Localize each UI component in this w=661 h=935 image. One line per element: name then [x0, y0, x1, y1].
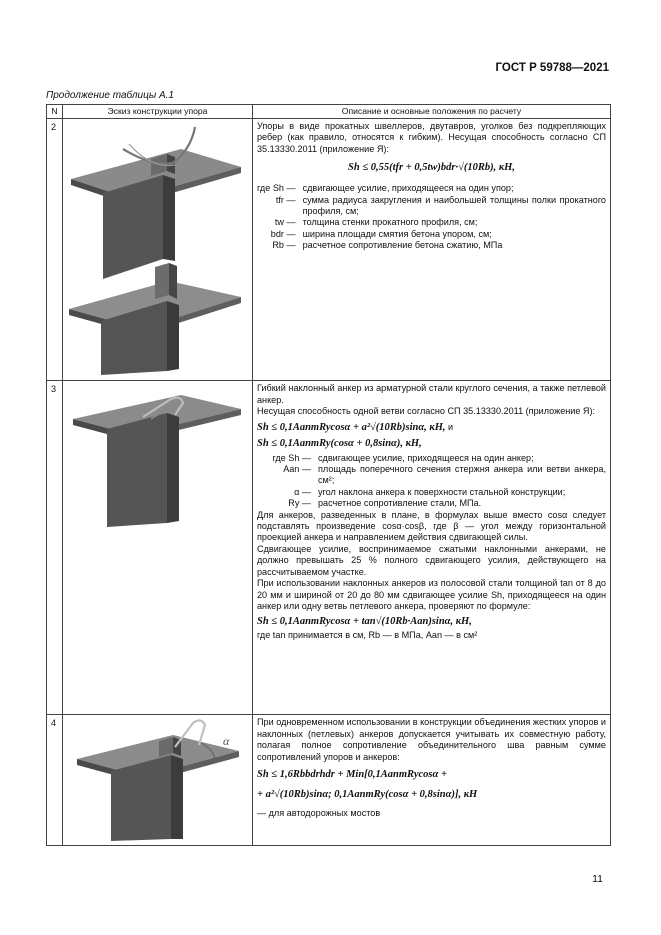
row4-p1: При одновременном использовании в конструкции объединения жестких упоров и наклонных (петлевых) анкеров допускается учитывать их совместную работу, полагая полное сопротивление объединительного шва равным сумме сопротивлений упоров и анкеров:	[257, 717, 606, 762]
description-cell	[253, 381, 611, 715]
row3-p4: Сдвигающее усилие, воспринимаемое сжатыми наклонными анкерами, не должно превышать 25 % полного сдвигающего усилия, действующего на рассчитываемом участке.	[257, 543, 606, 577]
definition-text: сдвигающее усилие, приходящееся на один упор;	[302, 183, 514, 194]
row-number: 2	[47, 119, 63, 381]
row3-formula-1-line	[257, 421, 606, 435]
row2-intro: Упоры в виде прокатных швеллеров, двутавров, уголков без подкрепляющих ребер (как правило, относятся к гибким). Несущая способность согласно СП 35.13330.2011 (приложение Я):	[257, 121, 606, 154]
row3-p5: При использовании наклонных анкеров из полосовой стали толщиной tan от 8 до 20 мм и шириной от 20 до 80 мм сдвигающее усилие Sh, приходящееся на один анкер или одну ветвь петлевого анкера, проверяют по формуле:	[257, 578, 606, 611]
definition-text: расчетное сопротивление стали, МПа.	[318, 498, 482, 509]
row2-definitions	[257, 183, 606, 251]
table-header-row	[47, 105, 611, 119]
list-item	[257, 183, 606, 194]
definition-text: сдвигающее усилие, приходящееся на один анкер;	[318, 452, 534, 463]
defs-lead: где	[257, 183, 271, 194]
list-item	[263, 464, 606, 487]
row4-formula-1: Sh ≤ 1,6Rbbdrhdr + Min[0,1AanmRycosα +	[257, 769, 447, 781]
list-item	[263, 498, 606, 509]
definition-symbol: где Sh —	[272, 452, 311, 463]
definition-text: угол наклона анкера к поверхности стальной конструкции;	[318, 486, 566, 497]
definition-symbol: α —	[294, 486, 311, 497]
row3-p1: Гибкий наклонный анкер из арматурной стали круглого сечения, а также петлевой анкер.	[257, 383, 606, 405]
sketch-cell	[63, 381, 253, 715]
col-header-description: Описание и основные положения по расчету	[253, 105, 611, 119]
table-row	[47, 381, 611, 715]
row-number: 4	[47, 715, 63, 845]
col-header-sketch: Эскиз конструкции упора	[63, 105, 253, 119]
row4-formula-2: + a²√(10Rb)sinα; 0,1AanmRy(cosα + 0,8sinα)], кН	[257, 789, 478, 801]
row3-p2: Несущая способность одной ветви согласно СП 35.13330.2011 (приложение Я):	[257, 406, 596, 417]
row3-formula-2: Sh ≤ 0,1AanmRy(cosα + 0,8sinα), кН,	[257, 437, 422, 449]
col-header-n: N	[47, 105, 63, 119]
description-cell	[253, 715, 611, 845]
definition-symbol: tfr —	[275, 194, 296, 205]
page-number: 11	[592, 873, 603, 885]
row2-formula: Sh ≤ 0,55(tfr + 0,5tw)bdr·√(10Rb), кН,	[348, 162, 515, 174]
table-row	[47, 119, 611, 381]
combined-anchor-sketch	[63, 715, 253, 841]
list-item	[263, 487, 606, 498]
definition-symbol: bdr —	[270, 228, 296, 239]
row-number: 3	[47, 381, 63, 715]
list-item	[257, 217, 606, 228]
sketch-cell	[63, 119, 253, 381]
definition-text: расчетное сопротивление бетона сжатию, МПа	[302, 240, 503, 251]
table-row	[47, 715, 611, 845]
table-caption: Продолжение таблицы А.1	[46, 90, 174, 101]
angle-label: α	[223, 734, 230, 749]
definition-text: толщина стенки прокатного профиля, см;	[302, 217, 478, 228]
definition-symbol: tw —	[274, 217, 296, 228]
list-item	[263, 453, 606, 464]
description-cell	[253, 119, 611, 381]
channel-stud-sketch	[63, 119, 253, 377]
definition-text: сумма радиуса закругления и наибольшей толщины полки прокатного профиля, см;	[302, 194, 606, 217]
standard-header: ГОСТ Р 59788—2021	[495, 62, 609, 74]
inclined-anchor-sketch	[63, 381, 253, 531]
list-item	[257, 229, 606, 240]
row3-formula-1-tail: и	[448, 421, 454, 432]
definition-text: ширина площади смятия бетона упором, см;	[302, 228, 492, 239]
calculation-table	[46, 104, 611, 846]
row4-note: — для автодорожных мостов	[257, 808, 381, 819]
row3-definitions	[263, 453, 606, 510]
definition-symbol: Rb —	[272, 240, 296, 251]
definition-symbol: Ry —	[288, 498, 311, 509]
defs-lead: где	[272, 452, 286, 463]
definition-symbol: где Sh —	[257, 183, 296, 194]
row3-p6: где tan принимается в см, Rb — в МПа, Aan — в см²	[257, 630, 478, 641]
list-item	[257, 195, 606, 218]
list-item	[257, 240, 606, 251]
row3-formula-1: Sh ≤ 0,1AanmRycosα + a²√(10Rb)sinα, кН,	[257, 421, 446, 433]
row3-formula-3: Sh ≤ 0,1AanmRycosα + tan√(10Rb·Aan)sinα, кН,	[257, 616, 472, 628]
sketch-cell	[63, 715, 253, 845]
definition-text: площадь поперечного сечения стержня анкера или ветви анкера, см²;	[318, 464, 606, 486]
definition-symbol: Aan —	[283, 464, 311, 475]
row3-p3: Для анкеров, разведенных в плане, в формулах выше вместо cosα следует подставлять произведение cosα·cosβ, где β — угол между горизонтальной проекцией анкера и направлением действия сдвигающей силы.	[257, 509, 606, 543]
